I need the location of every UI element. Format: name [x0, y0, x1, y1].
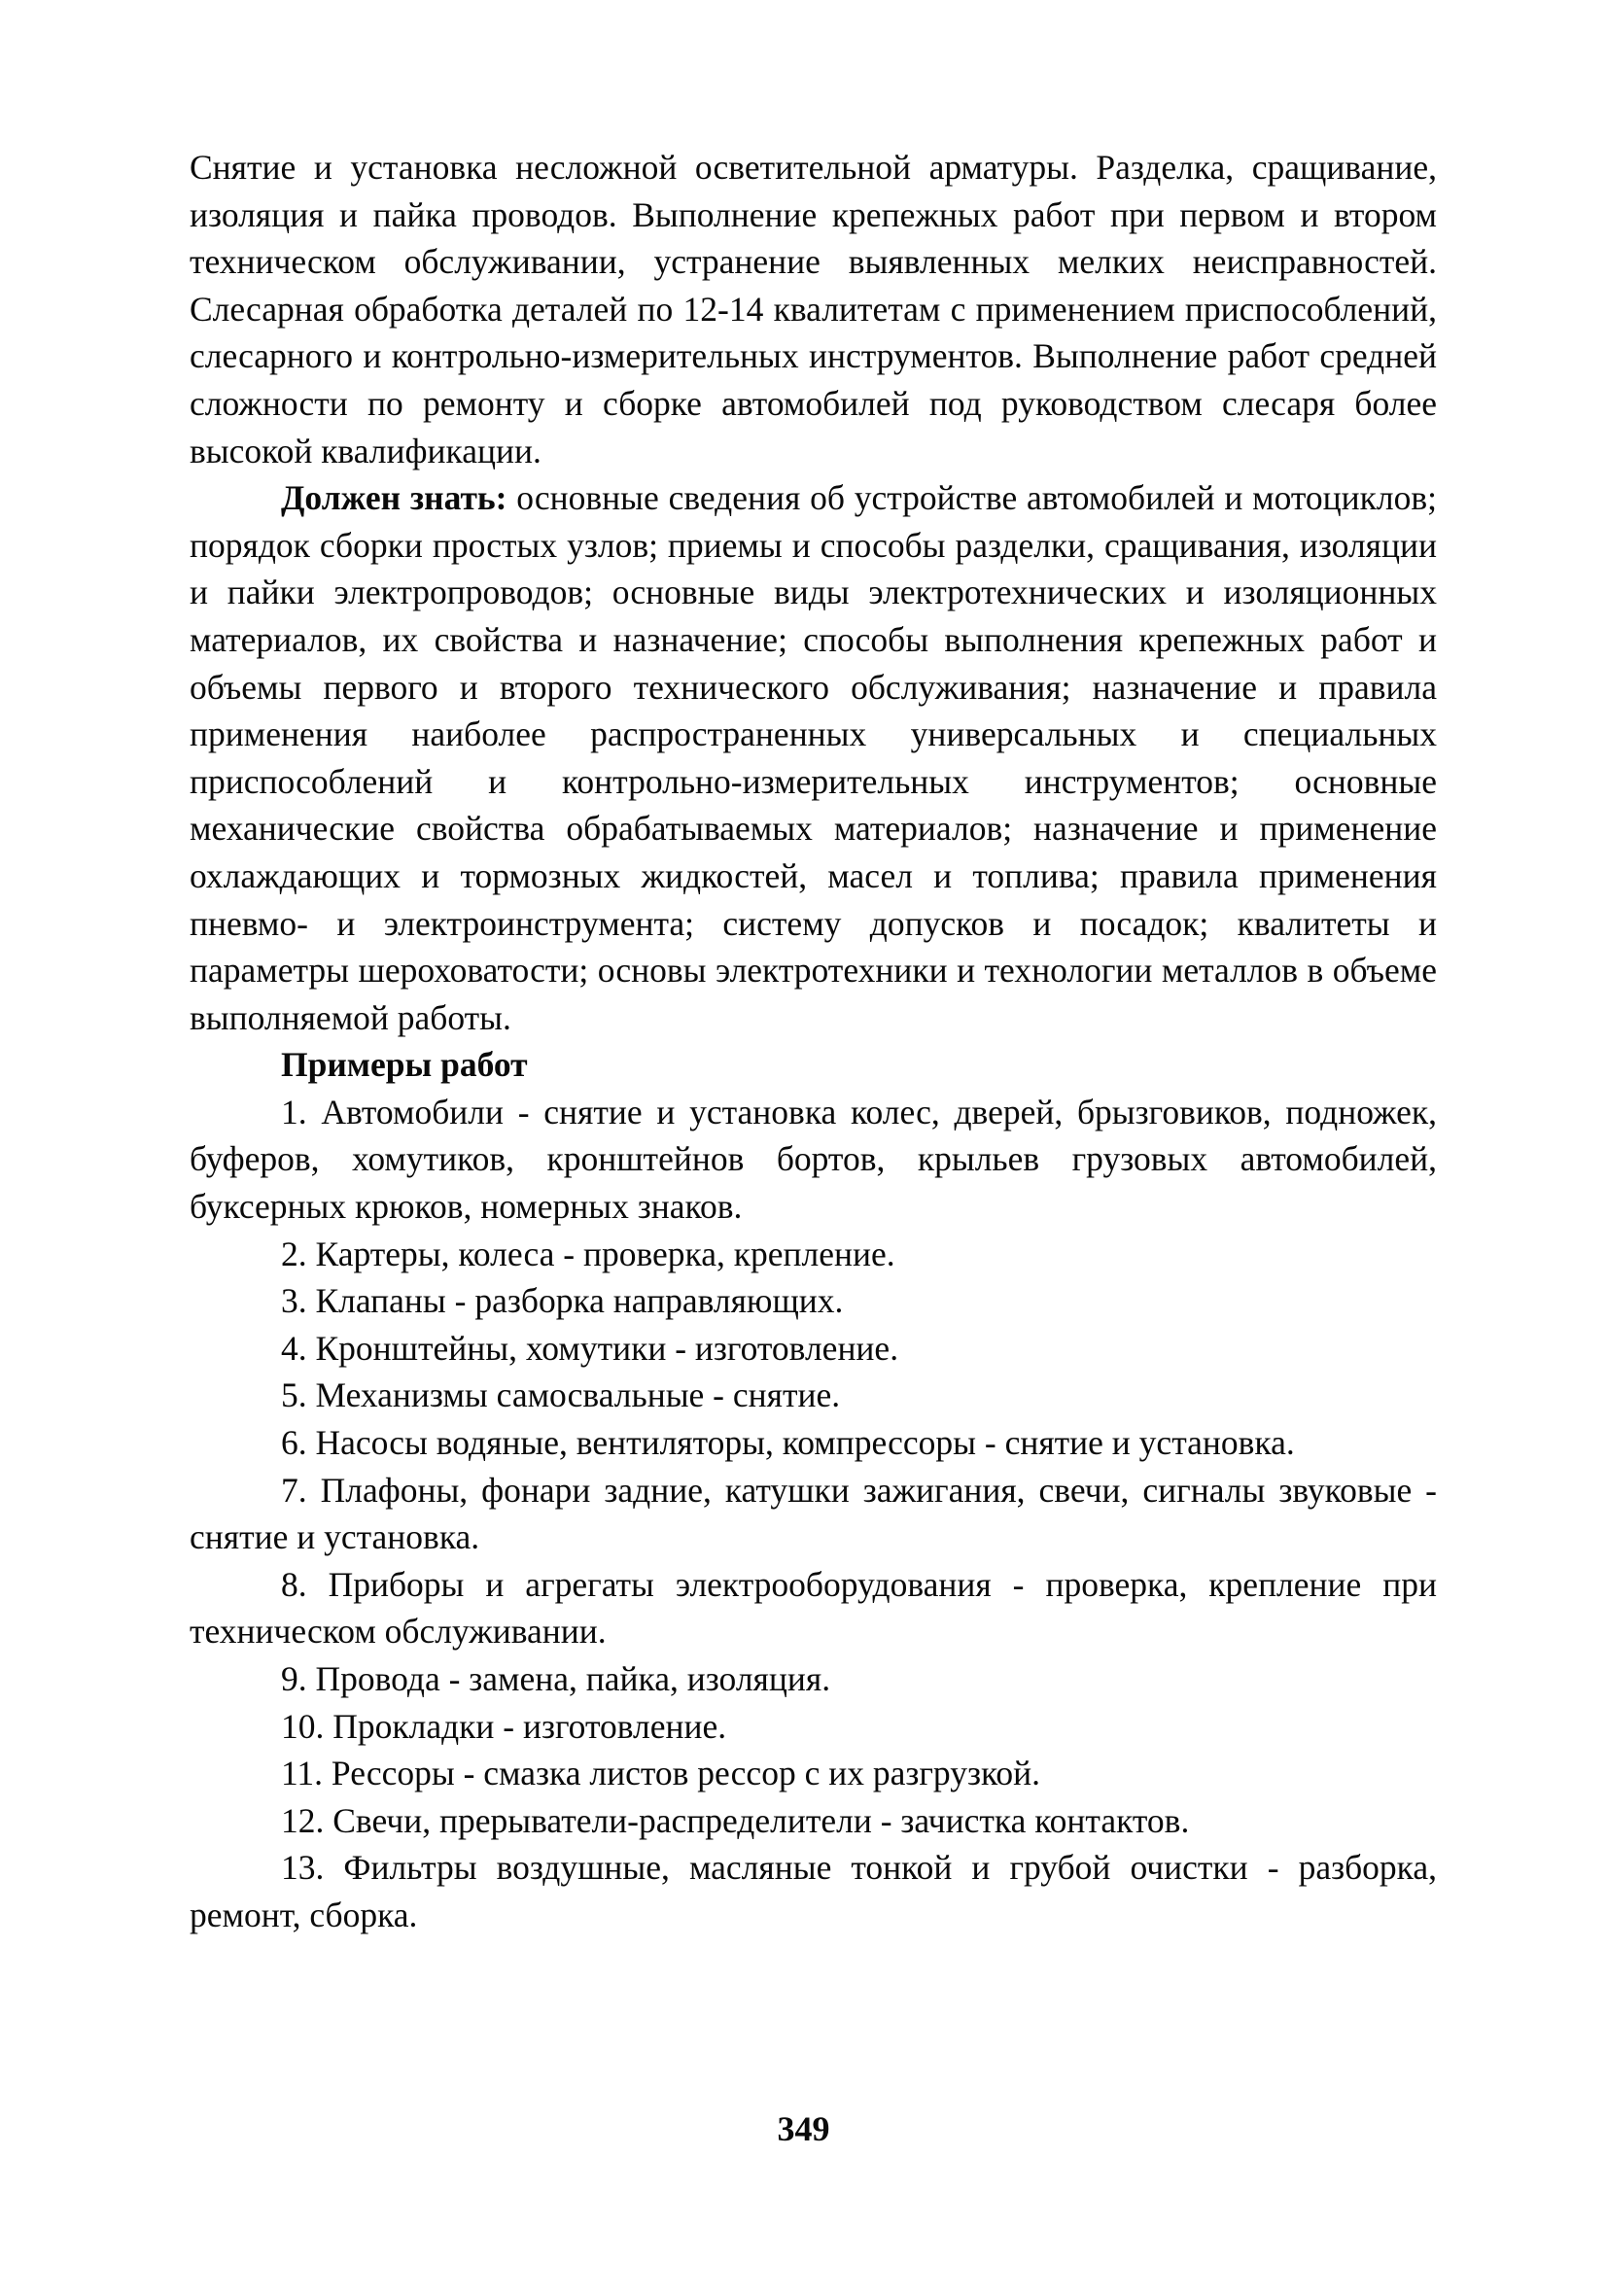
example-item-5: 5. Механизмы самосвальные - снятие.: [281, 1375, 841, 1415]
example-item-9: 9. Провода - замена, пайка, изоляция.: [281, 1659, 831, 1698]
example-item-2: 2. Картеры, колеса - проверка, крепление.: [281, 1234, 895, 1273]
example-item-1: 1. Автомобили - снятие и установка колес, дверей, брызговиков, подножек, буферов, хомутиков, кронштейнов бортов, крыльев грузовых автомобилей, буксерных крюков, номерных знаков.: [190, 1092, 1437, 1227]
example-item-12: 12. Свечи, прерыватели-распределители - зачистка контактов.: [281, 1800, 1190, 1840]
page-body: [190, 144, 1437, 1939]
intro-paragraph: Снятие и установка несложной осветительной арматуры. Разделка, сращивание, изоляция и пайка проводов. Выполнение крепежных работ при первом и втором техническом обслуживании, устранение выявленных мелких неисправностей. Слесарная обработка деталей по 12-14 квалитетам с применением приспособлений, слесарного и контрольно-измерительных инструментов. Выполнение работ средней сложности по ремонту и сборке автомобилей под руководством слесаря более высокой квалификации.: [190, 148, 1437, 470]
must-know-label: Должен знать:: [281, 478, 507, 518]
example-item-10: 10. Прокладки - изготовление.: [281, 1706, 727, 1746]
must-know-paragraph: [190, 474, 1437, 1041]
example-item-3: 3. Клапаны - разборка направляющих.: [281, 1281, 844, 1321]
example-item-11: 11. Рессоры - смазка листов рессор с их разгрузкой.: [281, 1754, 1041, 1793]
example-item-8: 8. Приборы и агрегаты электрооборудования - проверка, крепление при техническом обслуживании.: [190, 1564, 1437, 1652]
page-number: 349: [777, 2109, 830, 2148]
example-item-13: 13. Фильтры воздушные, масляные тонкой и грубой очистки - разборка, ремонт, сборка.: [190, 1848, 1437, 1934]
example-item-6: 6. Насосы водяные, вентиляторы, компрессоры - снятие и установка.: [281, 1423, 1295, 1463]
example-item-7: 7. Плафоны, фонари задние, катушки зажигания, свечи, сигналы звуковые - снятие и установка.: [190, 1470, 1437, 1557]
must-know-text: основные сведения об устройстве автомобилей и мотоциклов; порядок сборки простых узлов; приемы и способы разделки, сращивания, изоляции и пайки электропроводов; основные виды электротехнических и изоляционных материалов, их свойства и назначение; способы выполнения крепежных работ и объемы первого и второго технического обслуживания; назначение и правила применения наиболее распространенных универсальных и специальных приспособлений и контрольно-измерительных инструментов; основные механические свойства обрабатываемых материалов; назначение и применение охлаждающих и тормозных жидкостей, масел и топлива; правила применения пневмо- и электроинструмента; систему допусков и посадок; квалитеты и параметры шероховатости; основы электротехники и технологии металлов в объеме выполняемой работы.: [190, 478, 1437, 1037]
example-item-4: 4. Кронштейны, хомутики - изготовление.: [281, 1328, 899, 1368]
examples-heading: Примеры работ: [281, 1045, 528, 1085]
